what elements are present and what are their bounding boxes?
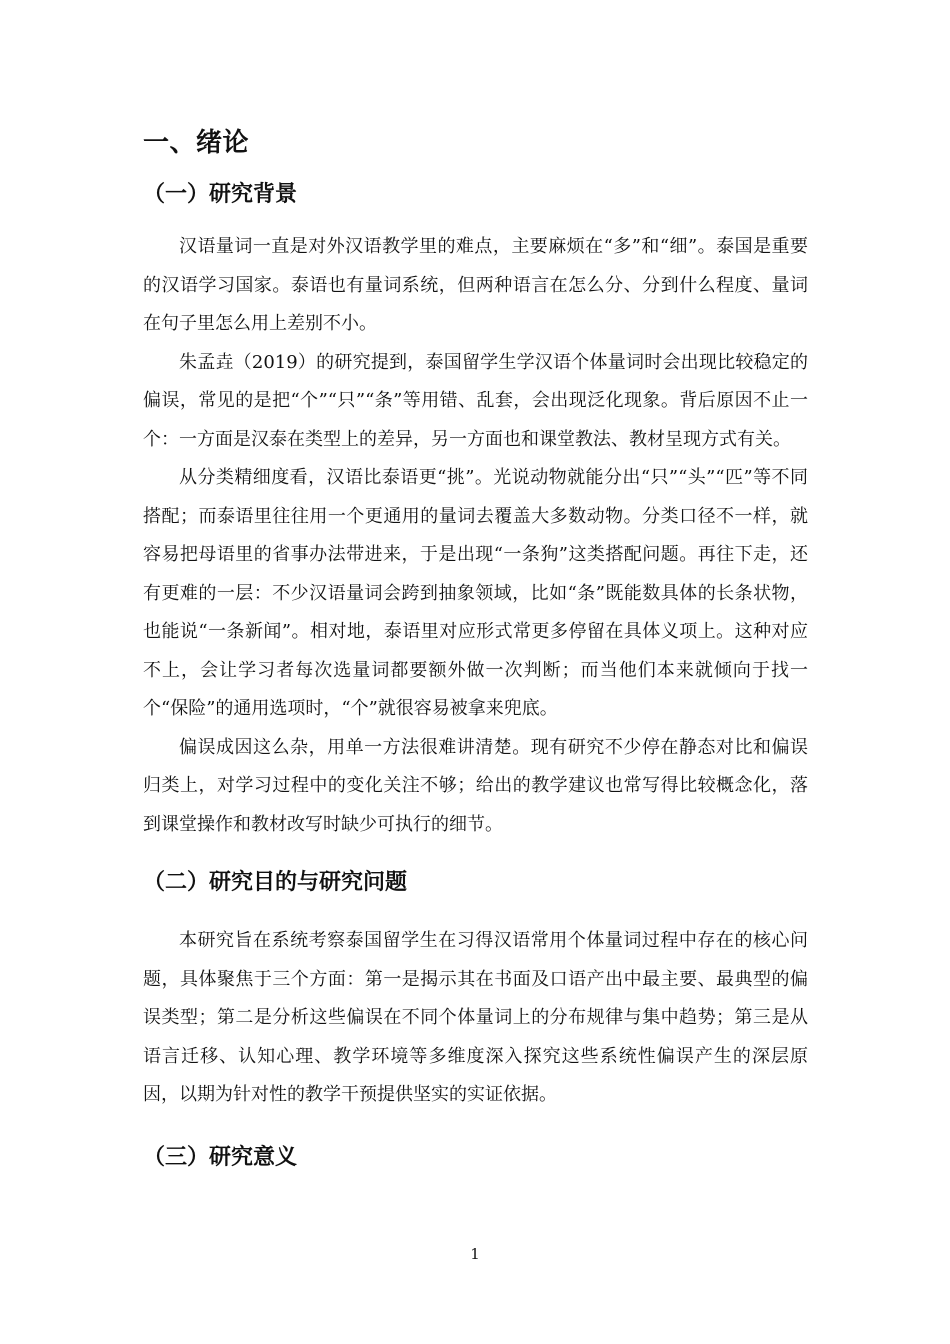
paragraph: 从分类精细度看，汉语比泰语更“挑”。光说动物就能分出“只”“头”“匹”等不同搭配；而泰语里往往用一个更通用的量词去覆盖大多数动物。分类口径不一样，就容易把母语里的省事办法带进来，于是出现“一条狗”这类搭配问题。再往下走，还有更难的一层：不少汉语量词会跨到抽象领域，比如“条”既能数具体的长条状物，也能说“一条新闻”。相对地，泰语里对应形式常更多停留在具体义项上。这种对应不上，会让学习者每次选量词都要额外做一次判断；而当他们本来就倾向于找一个“保险”的通用选项时，“个”就很容易被拿来兜底。 (143, 467, 808, 719)
page-number: 1 (470, 1245, 480, 1263)
section-heading-significance: （三）研究意义 (143, 1143, 298, 1170)
paragraph: 朱孟垚（2019）的研究提到，泰国留学生学汉语个体量词时会出现比较稳定的偏误，常见的是把“个”“只”“条”等用错、乱套，会出现泛化现象。背后原因不止一个：一方面是汉泰在类型上的差异，另一方面也和课堂教法、教材呈现方式有关。 (143, 351, 808, 450)
page-content (143, 122, 808, 1177)
paragraph: 偏误成因这么杂，用单一方法很难讲清楚。现有研究不少停在静态对比和偏误归类上，对学习过程中的变化关注不够；给出的教学建议也常写得比较概念化，落到课堂操作和教材改写时缺少可执行的细节。 (143, 736, 808, 835)
paragraph: 汉语量词一直是对外汉语教学里的难点，主要麻烦在“多”和“细”。泰国是重要的汉语学习国家。泰语也有量词系统，但两种语言在怎么分、分到什么程度、量词在句子里怎么用上差别不小。 (143, 236, 808, 334)
section-heading-background: （一）研究背景 (143, 181, 298, 207)
section-body-aims (143, 922, 808, 1115)
chapter-title: 一、绪论 (143, 128, 250, 158)
section-body-background (143, 228, 808, 844)
paragraph: 本研究旨在系统考察泰国留学生在习得汉语常用个体量词过程中存在的核心问题，具体聚焦于三个方面：第一是揭示其在书面及口语产出中最主要、最典型的偏误类型；第二是分析这些偏误在不同个体量词上的分布规律与集中趋势；第三是从语言迁移、认知心理、教学环境等多维度深入探究这些系统性偏误产生的深层原因，以期为针对性的教学干预提供坚实的实证依据。 (143, 930, 808, 1105)
section-heading-aims: （二）研究目的与研究问题 (143, 869, 408, 895)
